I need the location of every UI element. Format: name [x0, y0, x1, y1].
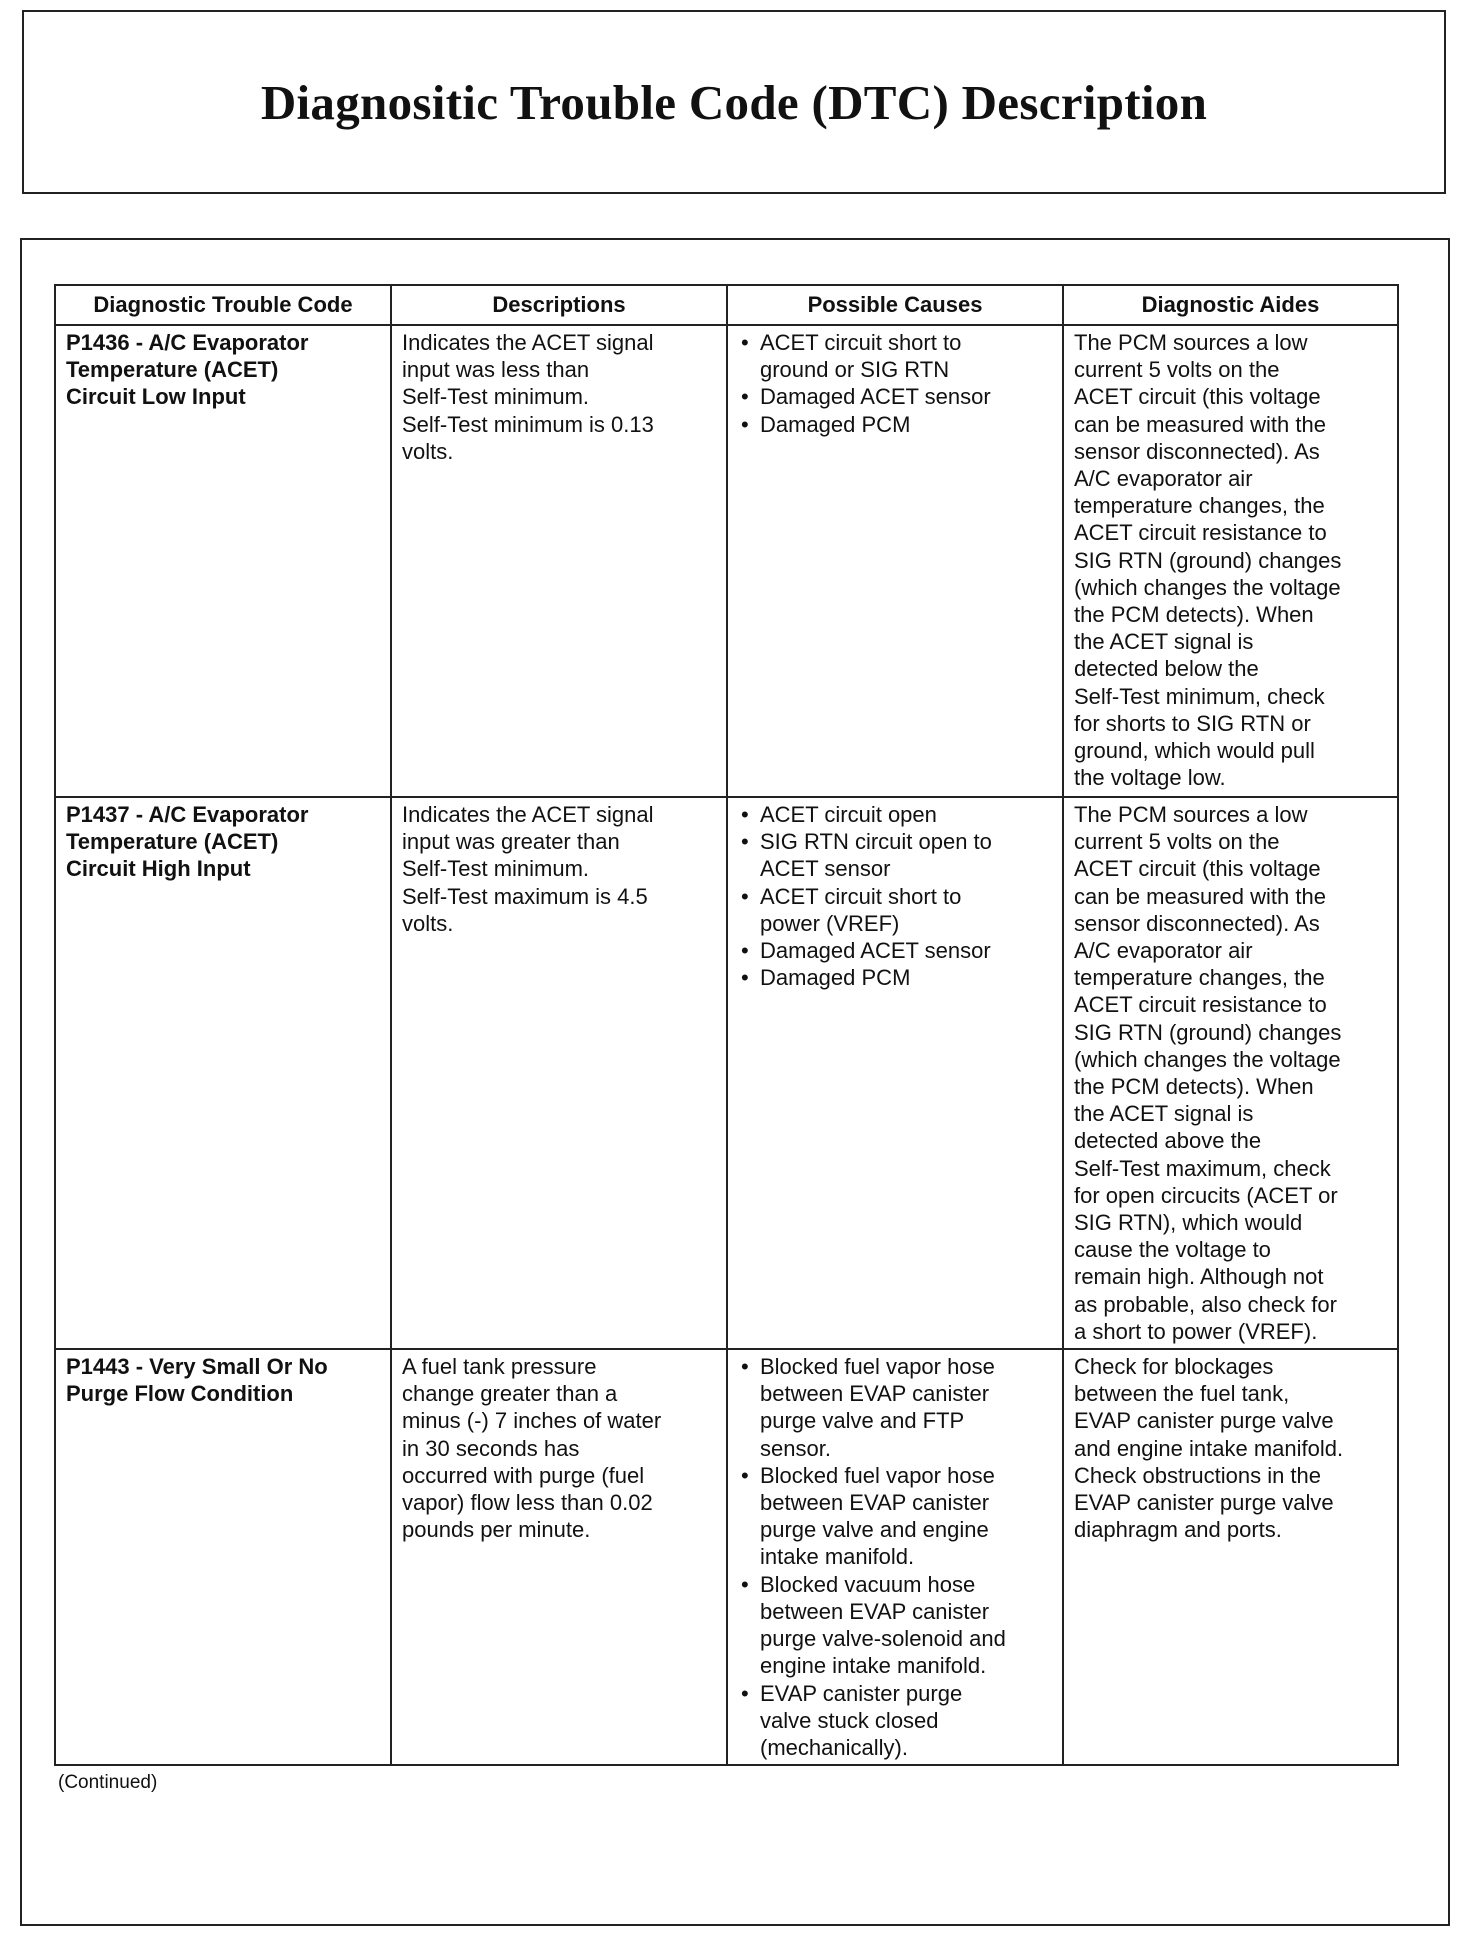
cause-item: • ACET circuit short to ground or SIG RTN	[738, 329, 1052, 383]
cause-item: • Damaged PCM	[738, 411, 1052, 438]
header-descriptions: Descriptions	[391, 285, 727, 325]
dtc-code: P1436 - A/C Evaporator Temperature (ACET) Circuit Low Input	[55, 325, 391, 797]
dtc-code: P1443 - Very Small Or No Purge Flow Condition	[55, 1349, 391, 1765]
cause-item: • Blocked fuel vapor hose between EVAP canister purge valve and FTP sensor.	[738, 1353, 1052, 1462]
header-code: Diagnostic Trouble Code	[55, 285, 391, 325]
continued-note: (Continued)	[58, 1772, 158, 1793]
cause-item: • ACET circuit open	[738, 801, 1052, 828]
cause-item: • Damaged PCM	[738, 964, 1052, 991]
dtc-aides: The PCM sources a low current 5 volts on the ACET circuit (this voltage can be measured with the sensor disconnected). As A/C evaporator air temperature changes, the ACET circuit resistance to SIG RTN (ground) changes (which changes the voltage the PCM detects). When the ACET signal is detected above the Self-Test maximum, check for open circucits (ACET or SIG RTN), which would cause the voltage to remain high. Although not as probable, also check for a short to power (VREF).	[1063, 797, 1398, 1349]
dtc-aides: The PCM sources a low current 5 volts on the ACET circuit (this voltage can be measured with the sensor disconnected). As A/C evaporator air temperature changes, the ACET circuit resistance to SIG RTN (ground) changes (which changes the voltage the PCM detects). When the ACET signal is detected below the Self-Test minimum, check for shorts to SIG RTN or ground, which would pull the voltage low.	[1063, 325, 1398, 797]
cause-item: • EVAP canister purge valve stuck closed (mechanically).	[738, 1680, 1052, 1762]
table-row	[55, 797, 1398, 1349]
page-title: Diagnositic Trouble Code (DTC) Description	[260, 74, 1208, 130]
table-header-row	[55, 285, 1398, 325]
dtc-description: Indicates the ACET signal input was greater than Self-Test minimum. Self-Test maximum is 4.5 volts.	[391, 797, 727, 1349]
header-possible-causes: Possible Causes	[727, 285, 1063, 325]
header-diagnostic-aides: Diagnostic Aides	[1063, 285, 1398, 325]
cause-item: • Damaged ACET sensor	[738, 937, 1052, 964]
cause-item: • Damaged ACET sensor	[738, 383, 1052, 410]
cause-item: • Blocked vacuum hose between EVAP canister purge valve-solenoid and engine intake manifold.	[738, 1571, 1052, 1680]
cause-item: • SIG RTN circuit open to ACET sensor	[738, 828, 1052, 882]
table-row	[55, 1349, 1398, 1765]
dtc-causes	[727, 325, 1063, 797]
content-box	[20, 238, 1450, 1926]
table-row	[55, 325, 1398, 797]
dtc-causes	[727, 1349, 1063, 1765]
cause-item: • ACET circuit short to power (VREF)	[738, 883, 1052, 937]
dtc-table	[54, 284, 1399, 1766]
cause-item: • Blocked fuel vapor hose between EVAP canister purge valve and engine intake manifold.	[738, 1462, 1052, 1571]
dtc-description: A fuel tank pressure change greater than a minus (-) 7 inches of water in 30 seconds has occurred with purge (fuel vapor) flow less than 0.02 pounds per minute.	[391, 1349, 727, 1765]
dtc-causes	[727, 797, 1063, 1349]
title-box	[22, 10, 1446, 194]
dtc-description: Indicates the ACET signal input was less than Self-Test minimum. Self-Test minimum is 0.13 volts.	[391, 325, 727, 797]
dtc-aides: Check for blockages between the fuel tank, EVAP canister purge valve and engine intake manifold. Check obstructions in the EVAP canister purge valve diaphragm and ports.	[1063, 1349, 1398, 1765]
dtc-code: P1437 - A/C Evaporator Temperature (ACET) Circuit High Input	[55, 797, 391, 1349]
